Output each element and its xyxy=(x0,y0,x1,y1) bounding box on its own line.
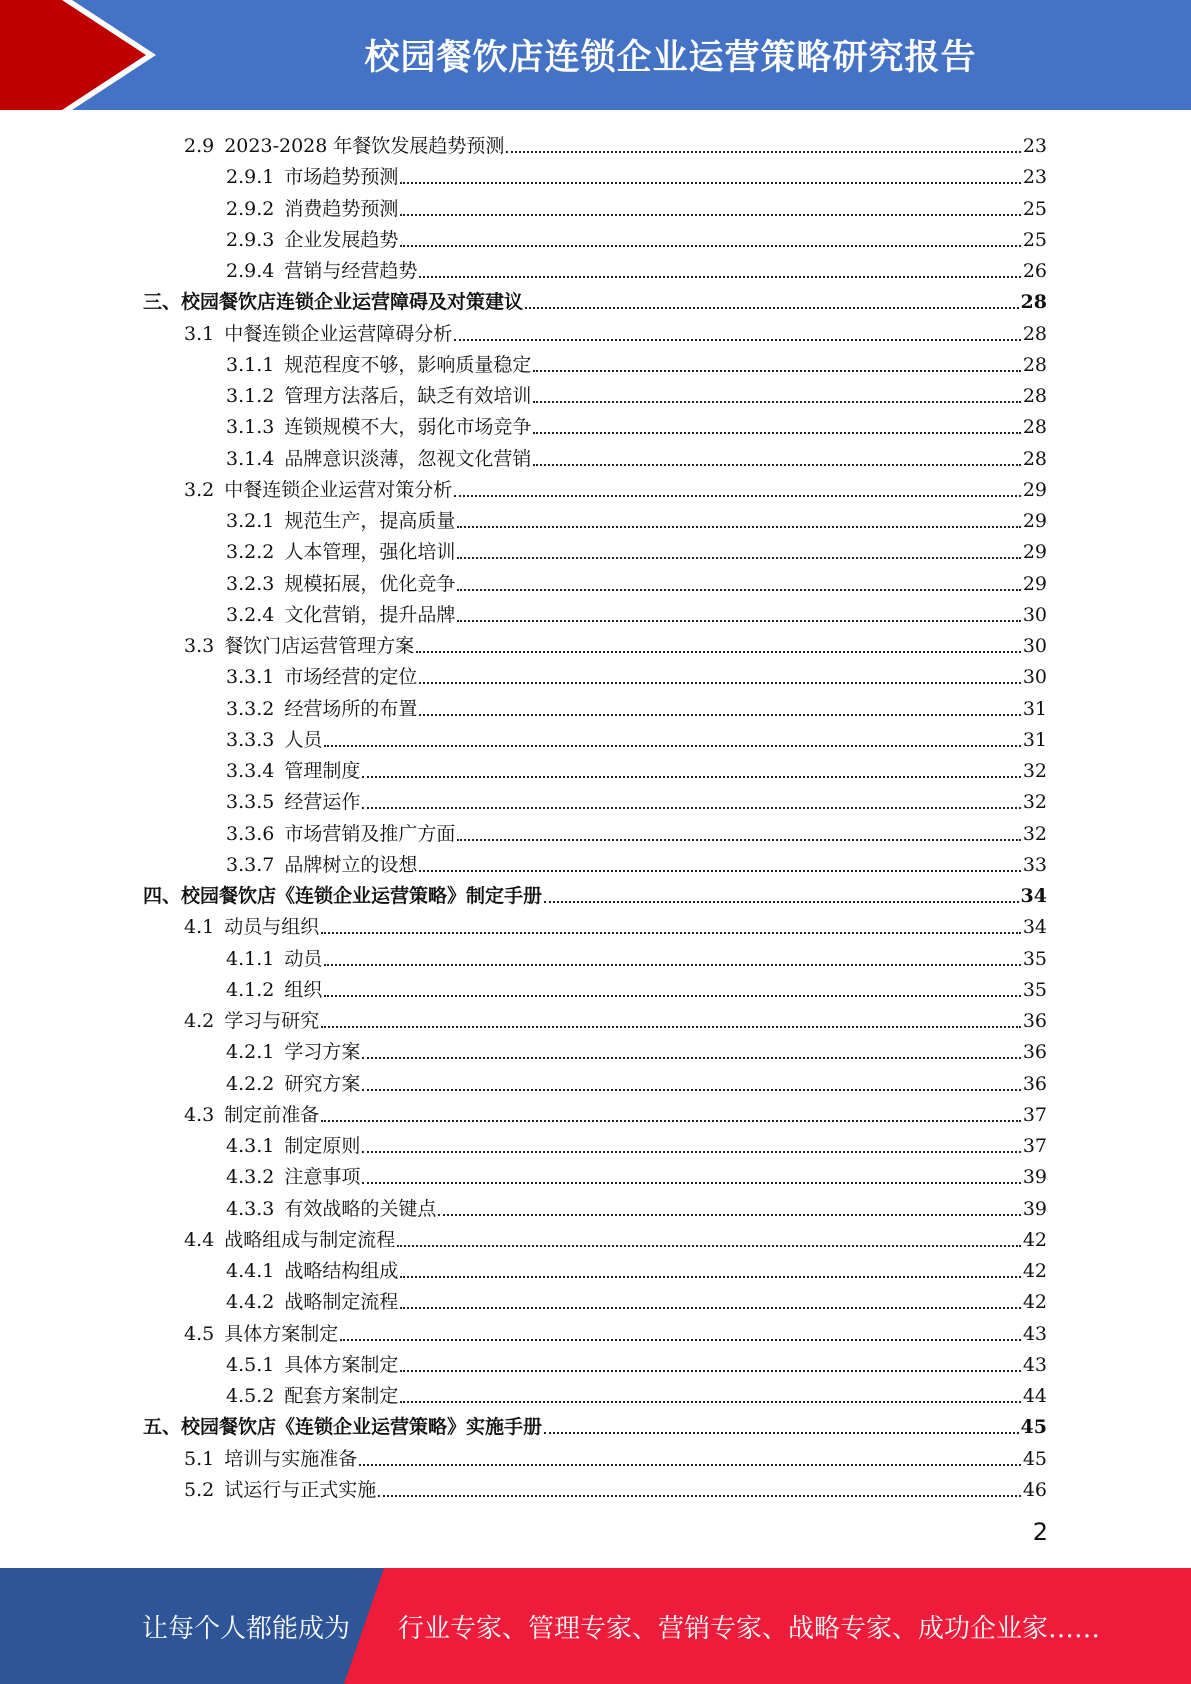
toc-entry-title: 消费趋势预测 xyxy=(284,197,399,220)
toc-entry-number: 2.9.3 xyxy=(226,228,275,251)
toc-entry-number: 4.3.3 xyxy=(226,1197,275,1220)
footer-banner xyxy=(0,1568,1191,1684)
toc-entry[interactable] xyxy=(226,378,1047,408)
toc-entry-number: 4.1.2 xyxy=(226,978,275,1001)
toc-entry-title: 中餐连锁企业运营对策分析 xyxy=(224,478,453,501)
page-number: 2 xyxy=(1032,1518,1048,1546)
toc-entry[interactable] xyxy=(226,722,1047,752)
toc-dot-leader xyxy=(533,370,1020,372)
toc-entry[interactable] xyxy=(184,316,1047,346)
toc-entry[interactable] xyxy=(184,1316,1047,1346)
toc-dot-leader xyxy=(506,151,1020,153)
toc-entry[interactable] xyxy=(226,597,1047,627)
toc-entry-number: 4.5 xyxy=(184,1322,215,1345)
toc-entry-number: 4.3 xyxy=(184,1103,215,1126)
toc-dot-leader xyxy=(362,776,1020,778)
toc-entry-number: 3.3.4 xyxy=(226,760,275,782)
toc-dot-leader xyxy=(324,995,1020,997)
toc-entry-page: 43 xyxy=(1022,1322,1047,1345)
toc-entry-number: 3.1.4 xyxy=(226,447,275,470)
toc-dot-leader xyxy=(362,1182,1020,1184)
toc-entry[interactable] xyxy=(184,1472,1047,1502)
toc-entry-number: 3.3.7 xyxy=(226,853,275,876)
toc-dot-leader xyxy=(400,1401,1020,1403)
toc-entry-page: 32 xyxy=(1022,760,1047,782)
toc-entry-number: 4.5.2 xyxy=(226,1385,275,1407)
toc-entry-page: 30 xyxy=(1022,666,1047,689)
toc-entry-title: 有效战略的关键点 xyxy=(284,1197,437,1220)
toc-entry-title: 学习与研究 xyxy=(224,1010,320,1032)
toc-entry-title: 人本管理，强化培训 xyxy=(284,541,456,564)
toc-entry-title: 试运行与正式实施 xyxy=(224,1478,377,1501)
toc-entry[interactable] xyxy=(184,128,1047,158)
toc-entry[interactable] xyxy=(226,1034,1047,1064)
toc-dot-leader xyxy=(362,1089,1020,1091)
toc-entry-number: 4.4.2 xyxy=(226,1291,275,1314)
toc-entry-page: 42 xyxy=(1022,1291,1047,1314)
toc-dot-leader xyxy=(416,651,1021,653)
toc-entry[interactable] xyxy=(226,1128,1047,1158)
toc-dot-leader xyxy=(400,182,1020,184)
toc-entry-title: 连锁规模不大，弱化市场竞争 xyxy=(284,416,532,439)
toc-entry-title: 校园餐饮店连锁企业运营障碍及对策建议 xyxy=(181,291,524,314)
toc-entry-page: 35 xyxy=(1022,947,1047,970)
toc-entry-page: 26 xyxy=(1022,260,1047,282)
toc-entry[interactable] xyxy=(143,284,1047,314)
toc-entry[interactable] xyxy=(226,1378,1047,1408)
toc-entry-number: 4.4.1 xyxy=(226,1260,275,1282)
toc-dot-leader xyxy=(362,807,1020,809)
toc-entry[interactable] xyxy=(226,441,1047,471)
toc-entry-title: 具体方案制定 xyxy=(224,1322,339,1345)
toc-entry-page: 36 xyxy=(1022,1041,1047,1064)
toc-entry-title: 校园餐饮店《连锁企业运营策略》实施手册 xyxy=(181,1416,543,1439)
toc-entry-page: 32 xyxy=(1022,791,1047,814)
toc-entry[interactable] xyxy=(226,222,1047,252)
toc-entry-page: 45 xyxy=(1022,1447,1047,1470)
toc-entry[interactable] xyxy=(226,1191,1047,1221)
toc-entry[interactable] xyxy=(226,753,1047,783)
toc-entry[interactable] xyxy=(184,909,1047,939)
toc-entry[interactable] xyxy=(226,1159,1047,1189)
toc-entry-page: 30 xyxy=(1022,635,1047,657)
toc-entry[interactable] xyxy=(226,847,1047,877)
toc-entry-number: 3.3.6 xyxy=(226,822,275,845)
toc-entry-page: 44 xyxy=(1022,1385,1047,1407)
toc-entry[interactable] xyxy=(184,1222,1047,1252)
toc-dot-leader xyxy=(457,526,1020,528)
toc-entry-number: 三、 xyxy=(143,291,182,314)
toc-dot-leader xyxy=(359,1464,1021,1466)
toc-entry-title: 制定原则 xyxy=(284,1135,361,1157)
toc-entry[interactable] xyxy=(226,972,1047,1002)
toc-dot-leader xyxy=(438,1214,1020,1216)
toc-dot-leader xyxy=(457,839,1020,841)
toc-entry-page: 39 xyxy=(1022,1197,1047,1220)
toc-entry-title: 市场经营的定位 xyxy=(284,666,418,689)
toc-entry-page: 23 xyxy=(1022,166,1047,189)
toc-entry-title: 制定前准备 xyxy=(224,1103,320,1126)
toc-dot-leader xyxy=(454,495,1021,497)
toc-entry-number: 五、 xyxy=(143,1416,182,1439)
toc-entry-number: 3.3.5 xyxy=(226,791,275,814)
toc-dot-leader xyxy=(457,557,1020,559)
toc-dot-leader xyxy=(419,276,1020,278)
toc-entry-number: 3.2.1 xyxy=(226,510,275,532)
toc-dot-leader xyxy=(321,1026,1021,1028)
toc-entry-number: 4.3.1 xyxy=(226,1135,275,1157)
toc-dot-leader xyxy=(454,339,1021,341)
toc-entry-title: 学习方案 xyxy=(284,1041,361,1064)
toc-entry-title: 经营场所的布置 xyxy=(284,697,418,720)
toc-entry-number: 4.4 xyxy=(184,1228,215,1251)
toc-entry-number: 4.2.2 xyxy=(226,1072,275,1095)
toc-dot-leader xyxy=(419,714,1020,716)
toc-entry[interactable] xyxy=(226,1284,1047,1314)
toc-entry[interactable] xyxy=(184,472,1047,502)
toc-entry-title: 营销与经营趋势 xyxy=(284,260,418,282)
toc-entry-title: 中餐连锁企业运营障碍分析 xyxy=(224,322,453,345)
toc-entry-page: 35 xyxy=(1022,978,1047,1001)
toc-entry[interactable] xyxy=(184,1003,1047,1033)
toc-entry-page: 28 xyxy=(1022,447,1047,470)
toc-entry-title: 战略制定流程 xyxy=(284,1291,399,1314)
toc-entry-number: 4.5.1 xyxy=(226,1353,275,1376)
toc-entry-number: 2.9.4 xyxy=(226,260,275,282)
toc-entry-page: 37 xyxy=(1022,1103,1047,1126)
toc-entry-number: 3.1.3 xyxy=(226,416,275,439)
toc-entry[interactable] xyxy=(226,1253,1047,1283)
toc-entry-number: 2.9.1 xyxy=(226,166,275,189)
header-banner xyxy=(0,0,1191,110)
toc-entry[interactable] xyxy=(226,691,1047,721)
toc-entry-page: 29 xyxy=(1022,572,1047,595)
toc-entry[interactable] xyxy=(184,628,1047,658)
toc-entry[interactable] xyxy=(226,534,1047,564)
document-title: 校园餐饮店连锁企业运营策略研究报告 xyxy=(364,38,977,78)
toc-entry-title: 动员 xyxy=(284,947,323,970)
toc-entry-title: 2023-2028 年餐饮发展趋势预测 xyxy=(224,135,505,157)
toc-entry-title: 品牌树立的设想 xyxy=(284,853,418,876)
toc-entry[interactable] xyxy=(226,1347,1047,1377)
toc-dot-leader xyxy=(544,1432,1019,1434)
toc-dot-leader xyxy=(457,620,1020,622)
toc-entry-title: 动员与组织 xyxy=(224,916,320,939)
toc-entry-number: 3.2.4 xyxy=(226,603,275,626)
toc-entry-page: 28 xyxy=(1020,291,1047,314)
toc-dot-leader xyxy=(533,401,1020,403)
toc-entry-number: 3.2.3 xyxy=(226,572,275,595)
toc-dot-leader xyxy=(533,464,1020,466)
toc-entry-title: 管理制度 xyxy=(284,760,361,782)
footer-slogan-left: 让每个人都能成为 xyxy=(142,1613,351,1644)
toc-entry-page: 28 xyxy=(1022,385,1047,407)
toc-entry[interactable] xyxy=(226,816,1047,846)
toc-entry-page: 36 xyxy=(1022,1010,1047,1032)
toc-entry-number: 2.9 xyxy=(184,135,215,157)
toc-entry-title: 培训与实施准备 xyxy=(224,1447,358,1470)
toc-entry-number: 4.3.2 xyxy=(226,1166,275,1189)
toc-dot-leader xyxy=(321,932,1021,934)
toc-entry-title: 战略组成与制定流程 xyxy=(224,1228,396,1251)
toc-dot-leader xyxy=(321,1120,1021,1122)
toc-entry-page: 28 xyxy=(1022,416,1047,439)
toc-entry-page: 29 xyxy=(1022,478,1047,501)
toc-entry[interactable] xyxy=(184,1441,1047,1471)
toc-entry-page: 37 xyxy=(1022,1135,1047,1157)
toc-entry-title: 企业发展趋势 xyxy=(284,228,399,251)
toc-entry-page: 36 xyxy=(1022,1072,1047,1095)
toc-entry[interactable] xyxy=(226,503,1047,533)
toc-entry-title: 餐饮门店运营管理方案 xyxy=(224,635,415,657)
toc-entry-number: 5.2 xyxy=(184,1478,215,1501)
toc-dot-leader xyxy=(324,964,1020,966)
toc-entry-title: 市场趋势预测 xyxy=(284,166,399,189)
toc-entry[interactable] xyxy=(226,1066,1047,1096)
toc-entry-title: 市场营销及推广方面 xyxy=(284,822,456,845)
toc-entry[interactable] xyxy=(226,941,1047,971)
toc-entry-page: 34 xyxy=(1020,885,1047,907)
toc-entry-title: 经营运作 xyxy=(284,791,361,814)
toc-entry-title: 品牌意识淡薄，忽视文化营销 xyxy=(284,447,532,470)
toc-entry[interactable] xyxy=(226,253,1047,283)
toc-entry-page: 34 xyxy=(1022,916,1047,939)
toc-entry-page: 25 xyxy=(1022,197,1047,220)
toc-entry-title: 人员 xyxy=(284,728,323,751)
toc-entry-number: 3.1 xyxy=(184,322,215,345)
toc-entry-number: 4.1 xyxy=(184,916,215,939)
footer-slogan-right: 行业专家、管理专家、营销专家、战略专家、成功企业家…… xyxy=(398,1613,1101,1644)
toc-entry[interactable] xyxy=(226,409,1047,439)
toc-entry-number: 3.1.1 xyxy=(226,353,275,376)
toc-entry-page: 31 xyxy=(1022,697,1047,720)
toc-entry-page: 28 xyxy=(1022,353,1047,376)
toc-entry-number: 4.1.1 xyxy=(226,947,275,970)
toc-entry-number: 2.9.2 xyxy=(226,197,275,220)
toc-dot-leader xyxy=(397,1245,1021,1247)
toc-entry-number: 3.3.3 xyxy=(226,728,275,751)
toc-entry[interactable] xyxy=(184,1097,1047,1127)
toc-entry-page: 43 xyxy=(1022,1353,1047,1376)
toc-entry[interactable] xyxy=(226,659,1047,689)
toc-entry-number: 3.2 xyxy=(184,478,215,501)
toc-dot-leader xyxy=(533,432,1020,434)
toc-dot-leader xyxy=(525,307,1019,309)
toc-entry-title: 组织 xyxy=(284,978,323,1001)
toc-entry-title: 具体方案制定 xyxy=(284,1353,399,1376)
toc-entry-page: 29 xyxy=(1022,510,1047,532)
toc-entry-page: 25 xyxy=(1022,228,1047,251)
toc-entry-title: 文化营销，提升品牌 xyxy=(284,603,456,626)
toc-dot-leader xyxy=(362,1151,1020,1153)
toc-entry[interactable] xyxy=(226,784,1047,814)
toc-dot-leader xyxy=(457,589,1020,591)
toc-entry-title: 研究方案 xyxy=(284,1072,361,1095)
toc-entry-title: 规模拓展，优化竞争 xyxy=(284,572,456,595)
toc-entry-page: 46 xyxy=(1022,1478,1047,1501)
toc-entry[interactable] xyxy=(226,566,1047,596)
toc-dot-leader xyxy=(324,745,1020,747)
toc-entry-page: 45 xyxy=(1020,1416,1047,1439)
toc-entry-number: 4.2 xyxy=(184,1010,215,1032)
toc-entry-number: 5.1 xyxy=(184,1447,215,1470)
toc-entry-page: 33 xyxy=(1022,853,1047,876)
toc-entry-number: 3.3.1 xyxy=(226,666,275,689)
toc-entry-number: 四、 xyxy=(143,885,182,907)
toc-entry-page: 29 xyxy=(1022,541,1047,564)
toc-entry-page: 30 xyxy=(1022,603,1047,626)
toc-entry-title: 规范生产，提高质量 xyxy=(284,510,456,532)
toc-dot-leader xyxy=(400,1276,1020,1278)
toc-dot-leader xyxy=(378,1495,1021,1497)
toc-entry-page: 28 xyxy=(1022,322,1047,345)
toc-dot-leader xyxy=(419,682,1020,684)
toc-entry-title: 管理方法落后，缺乏有效培训 xyxy=(284,385,532,407)
toc-entry-page: 42 xyxy=(1022,1228,1047,1251)
toc-dot-leader xyxy=(400,245,1020,247)
toc-dot-leader xyxy=(419,870,1020,872)
toc-entry-number: 3.3 xyxy=(184,635,215,657)
toc-entry-number: 3.2.2 xyxy=(226,541,275,564)
toc-dot-leader xyxy=(340,1339,1021,1341)
toc-dot-leader xyxy=(362,1057,1020,1059)
toc-entry-number: 3.1.2 xyxy=(226,385,275,407)
toc-entry[interactable] xyxy=(143,878,1047,908)
toc-entry-page: 31 xyxy=(1022,728,1047,751)
toc-dot-leader xyxy=(400,1370,1020,1372)
toc-entry-page: 39 xyxy=(1022,1166,1047,1189)
toc-entry-title: 战略结构组成 xyxy=(284,1260,399,1282)
toc-entry[interactable] xyxy=(226,191,1047,221)
toc-entry-page: 23 xyxy=(1022,135,1047,157)
toc-dot-leader xyxy=(400,1307,1020,1309)
toc-entry-page: 32 xyxy=(1022,822,1047,845)
toc-entry-number: 3.3.2 xyxy=(226,697,275,720)
toc-entry[interactable] xyxy=(226,159,1047,189)
toc-dot-leader xyxy=(544,901,1019,903)
toc-entry-number: 4.2.1 xyxy=(226,1041,275,1064)
toc-entry-page: 42 xyxy=(1022,1260,1047,1282)
toc-entry[interactable] xyxy=(143,1409,1047,1439)
toc-dot-leader xyxy=(400,214,1020,216)
toc-entry[interactable] xyxy=(226,347,1047,377)
toc-entry-title: 规范程度不够，影响质量稳定 xyxy=(284,353,532,376)
toc-entry-title: 校园餐饮店《连锁企业运营策略》制定手册 xyxy=(181,885,543,907)
toc-entry-title: 注意事项 xyxy=(284,1166,361,1189)
toc-entry-title: 配套方案制定 xyxy=(284,1385,399,1407)
